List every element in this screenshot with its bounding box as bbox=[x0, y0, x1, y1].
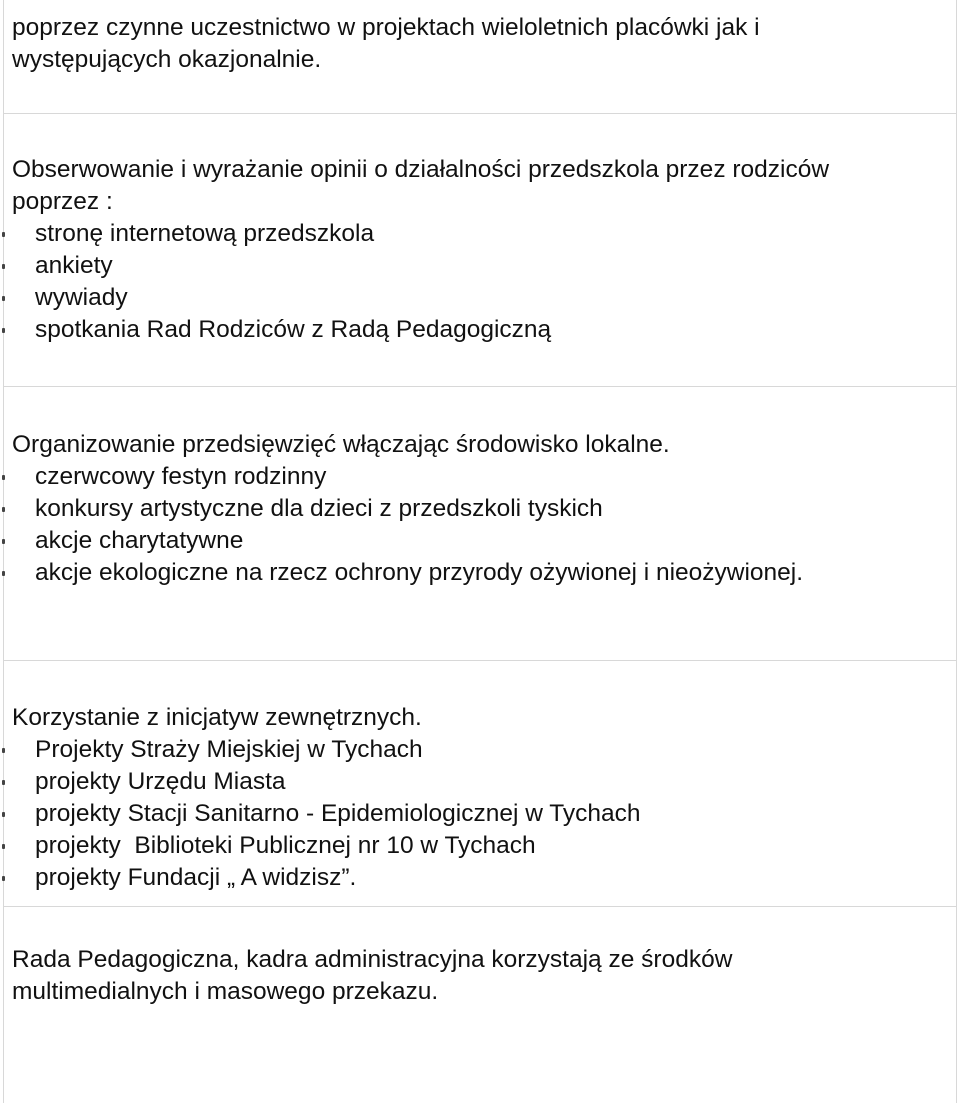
bullet-icon bbox=[2, 328, 5, 333]
table-cell-parent-opinions bbox=[0, 113, 960, 386]
list-item-text: czerwcowy festyn rodzinny bbox=[35, 463, 327, 490]
list-item-text: projekty Stacji Sanitarno - Epidemiologicznej w Tychach bbox=[35, 800, 641, 827]
list-item-text: akcje charytatywne bbox=[35, 527, 244, 554]
cell-text-line: Rada Pedagogiczna, kadra administracyjna korzystają ze środków bbox=[12, 946, 733, 973]
bullet-icon bbox=[2, 296, 5, 301]
bullet-icon bbox=[2, 507, 5, 512]
list-item-text: Projekty Straży Miejskiej w Tychach bbox=[35, 736, 423, 763]
list-item-text: ankiety bbox=[35, 252, 113, 279]
cell-text-line: poprzez : bbox=[12, 188, 113, 215]
list-item-text: konkursy artystyczne dla dzieci z przedszkoli tyskich bbox=[35, 495, 603, 522]
cell-text-line: Obserwowanie i wyrażanie opinii o działalności przedszkola przez rodziców bbox=[12, 156, 830, 183]
table-cell-external-initiatives bbox=[0, 660, 960, 906]
bullet-icon bbox=[2, 264, 5, 269]
cell-text-line: poprzez czynne uczestnictwo w projektach wieloletnich placówki jak i bbox=[12, 14, 760, 41]
cell-text-line: Korzystanie z inicjatyw zewnętrznych. bbox=[12, 704, 422, 731]
bullet-icon bbox=[2, 571, 5, 576]
list-item-text: projekty Biblioteki Publicznej nr 10 w Tychach bbox=[35, 832, 536, 859]
bullet-icon bbox=[2, 232, 5, 237]
list-item-text: akcje ekologiczne na rzecz ochrony przyrody ożywionej i nieożywionej. bbox=[35, 559, 804, 586]
bullet-icon bbox=[2, 475, 5, 480]
list-item-text: stronę internetową przedszkola bbox=[35, 220, 375, 247]
cell-text-line: multimedialnych i masowego przekazu. bbox=[12, 978, 439, 1005]
cell-text-line: Organizowanie przedsięwzięć włączając środowisko lokalne. bbox=[12, 431, 670, 458]
list-item-text: projekty Fundacji „ A widzisz”. bbox=[35, 864, 357, 891]
bullet-icon bbox=[2, 748, 5, 753]
bullet-icon bbox=[2, 539, 5, 544]
bullet-icon bbox=[2, 844, 5, 849]
bullet-icon bbox=[2, 876, 5, 881]
cell-text-line: występujących okazjonalnie. bbox=[12, 46, 322, 73]
table-cell-local-events bbox=[0, 386, 960, 660]
bullet-icon bbox=[2, 780, 5, 785]
list-item-text: spotkania Rad Rodziców z Radą Pedagogiczną bbox=[35, 316, 552, 343]
table-cell-multimedia bbox=[0, 906, 960, 1103]
bullet-icon bbox=[2, 812, 5, 817]
list-item-text: projekty Urzędu Miasta bbox=[35, 768, 286, 795]
table-cell-participation bbox=[0, 0, 960, 113]
list-item-text: wywiady bbox=[35, 284, 128, 311]
